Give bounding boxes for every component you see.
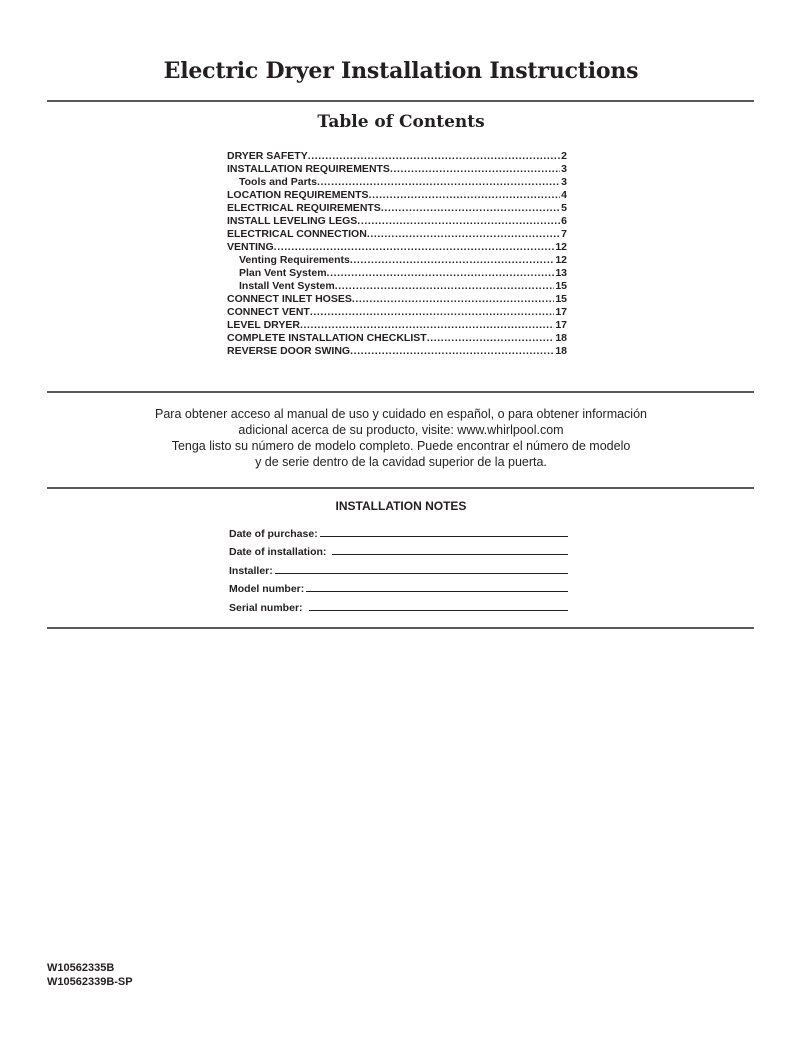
table-of-contents xyxy=(227,150,567,358)
divider-after-toc xyxy=(47,391,754,393)
divider-after-notes xyxy=(47,627,754,629)
toc-dot-leader xyxy=(327,267,555,280)
toc-dot-leader xyxy=(352,293,554,306)
toc-dot-leader xyxy=(274,241,555,254)
toc-dot-leader xyxy=(350,254,554,267)
toc-entry-page: 5 xyxy=(561,202,567,214)
toc-entry-electrical-requirements[interactable] xyxy=(227,202,567,215)
toc-entry-page: 18 xyxy=(555,332,567,344)
spanish-notice-line: y de serie dentro de la cavidad superior de la puerta. xyxy=(255,455,547,469)
toc-entry-page: 3 xyxy=(561,176,567,188)
toc-entry-installation-requirements[interactable] xyxy=(227,163,567,176)
toc-entry-page: 7 xyxy=(561,228,567,240)
toc-entry-venting-requirements[interactable] xyxy=(227,254,567,267)
note-label: Installer: xyxy=(229,564,273,577)
toc-entry-label: ELECTRICAL CONNECTION xyxy=(227,228,367,240)
part-number: W10562339B-SP xyxy=(47,976,133,988)
toc-entry-tools-and-parts[interactable] xyxy=(227,176,567,189)
note-row-date-of-purchase xyxy=(229,521,568,540)
toc-entry-label: LOCATION REQUIREMENTS xyxy=(227,189,369,201)
toc-entry-complete-installation-checklist[interactable] xyxy=(227,332,567,345)
document-title: Electric Dryer Installation Instructions xyxy=(163,58,639,84)
toc-dot-leader xyxy=(369,189,561,202)
date-of-purchase-field[interactable] xyxy=(320,535,568,537)
toc-entry-label: LEVEL DRYER xyxy=(227,319,300,331)
note-label: Model number: xyxy=(229,583,305,595)
toc-entry-level-dryer[interactable] xyxy=(227,319,567,332)
toc-entry-page: 17 xyxy=(555,319,567,331)
toc-dot-leader xyxy=(300,319,554,332)
toc-dot-leader xyxy=(308,150,560,163)
spanish-notice xyxy=(0,406,802,470)
toc-dot-leader xyxy=(310,306,554,319)
toc-entry-label: Install Vent System xyxy=(239,280,335,292)
toc-entry-page: 15 xyxy=(555,293,567,305)
toc-entry-label: Plan Vent System xyxy=(239,267,327,279)
toc-entry-location-requirements[interactable] xyxy=(227,189,567,202)
toc-entry-label: Venting Requirements xyxy=(239,254,350,266)
toc-dot-leader xyxy=(357,215,560,228)
part-number: W10562335B xyxy=(47,962,115,974)
toc-entry-page: 18 xyxy=(555,345,567,357)
toc-entry-install-vent-system[interactable] xyxy=(227,280,567,293)
part-numbers xyxy=(47,961,133,989)
toc-dot-leader xyxy=(350,345,554,358)
toc-entry-page: 17 xyxy=(555,306,567,318)
toc-entry-plan-vent-system[interactable] xyxy=(227,267,567,280)
spanish-notice-line: Para obtener acceso al manual de uso y cuidado en español, o para obtener información xyxy=(155,407,647,421)
installer-field[interactable] xyxy=(275,572,568,574)
toc-entry-page: 12 xyxy=(555,241,567,253)
note-row-model-number xyxy=(229,577,568,596)
toc-entry-page: 2 xyxy=(561,150,567,162)
note-label: Serial number: xyxy=(229,601,303,614)
toc-entry-label: CONNECT VENT xyxy=(227,306,310,318)
toc-entry-label: COMPLETE INSTALLATION CHECKLIST xyxy=(227,332,427,344)
note-label: Date of purchase: xyxy=(229,527,318,540)
toc-entry-label: Tools and Parts xyxy=(239,176,317,188)
note-row-installer xyxy=(229,558,568,577)
note-row-date-of-installation xyxy=(229,540,568,559)
toc-entry-label: DRYER SAFETY xyxy=(227,150,308,162)
toc-entry-reverse-door-swing[interactable] xyxy=(227,345,567,358)
toc-entry-page: 15 xyxy=(555,280,567,292)
toc-dot-leader xyxy=(427,332,555,345)
toc-entry-connect-inlet-hoses[interactable] xyxy=(227,293,567,306)
toc-dot-leader xyxy=(390,163,560,176)
toc-entry-page: 4 xyxy=(561,189,567,201)
toc-entry-install-leveling-legs[interactable] xyxy=(227,215,567,228)
toc-entry-connect-vent[interactable] xyxy=(227,306,567,319)
toc-entry-label: CONNECT INLET HOSES xyxy=(227,293,352,305)
toc-entry-label: ELECTRICAL REQUIREMENTS xyxy=(227,202,381,214)
toc-entry-page: 12 xyxy=(555,254,567,266)
installation-notes-form xyxy=(229,521,568,614)
toc-entry-label: REVERSE DOOR SWING xyxy=(227,345,351,357)
serial-number-field[interactable] xyxy=(309,609,568,611)
toc-entry-label: VENTING xyxy=(227,241,274,253)
toc-entry-dryer-safety[interactable] xyxy=(227,150,567,163)
toc-dot-leader xyxy=(367,228,560,241)
toc-heading: Table of Contents xyxy=(317,112,485,132)
toc-entry-venting[interactable] xyxy=(227,241,567,254)
installation-notes-heading: INSTALLATION NOTES xyxy=(335,499,467,513)
toc-entry-electrical-connection[interactable] xyxy=(227,228,567,241)
spanish-notice-line: adicional acerca de su producto, visite: www.whirlpool.com xyxy=(238,423,564,437)
divider-before-notes xyxy=(47,487,754,489)
date-of-installation-field[interactable] xyxy=(332,553,568,555)
toc-entry-page: 3 xyxy=(561,163,567,175)
toc-dot-leader xyxy=(381,202,560,215)
note-label: Date of installation: xyxy=(229,546,327,558)
spanish-notice-line: Tenga listo su número de modelo completo. Puede encontrar el número de modelo xyxy=(171,439,631,453)
toc-entry-page: 6 xyxy=(561,215,567,227)
toc-entry-page: 13 xyxy=(555,267,567,279)
divider-top xyxy=(47,100,754,102)
toc-dot-leader xyxy=(335,280,555,293)
note-row-serial-number xyxy=(229,595,568,614)
toc-entry-label: INSTALL LEVELING LEGS xyxy=(227,215,358,227)
toc-entry-label: INSTALLATION REQUIREMENTS xyxy=(227,163,390,175)
toc-dot-leader xyxy=(317,176,560,189)
model-number-field[interactable] xyxy=(306,590,568,592)
